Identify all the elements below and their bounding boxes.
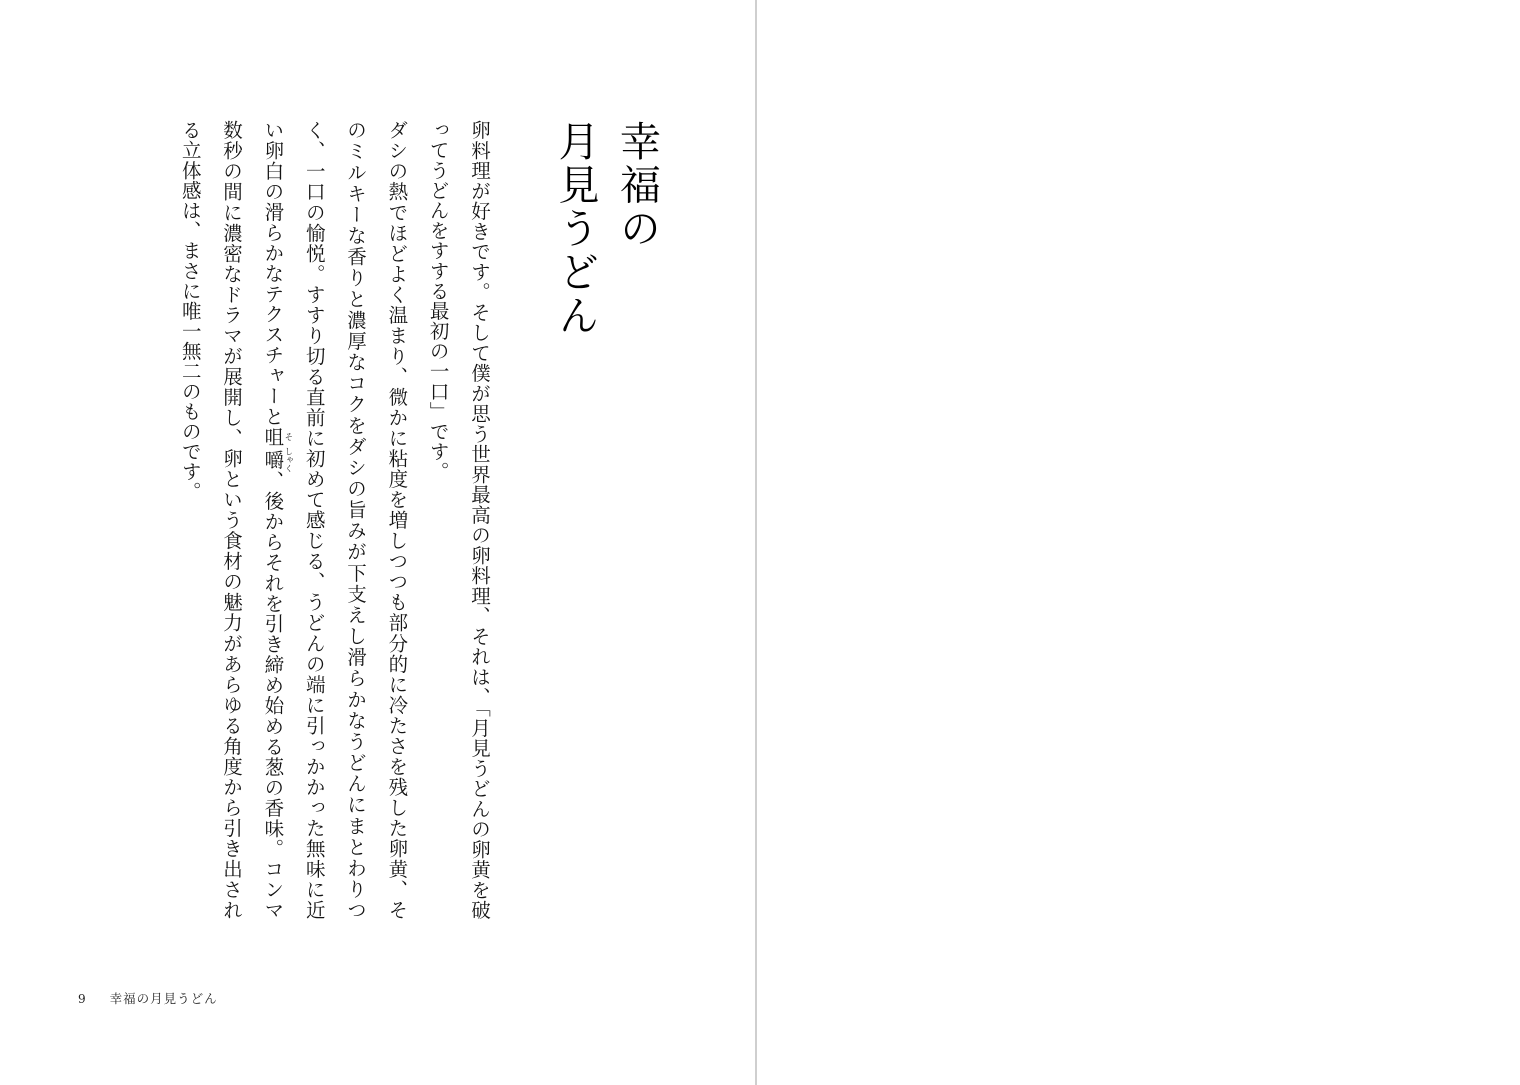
page-footer <box>78 989 218 1007</box>
vertical-text-flow <box>169 120 667 920</box>
body-text <box>169 120 500 920</box>
running-head: 幸福の月見うどん <box>109 991 218 1006</box>
paragraph-1: 卵料理が好きです。そして僕が思う世界最高の卵料理、それは、「月見うどんの卵黄を破ってうどんをすする最初の一口」です。 <box>426 120 491 920</box>
page-title-line-2: 月見うどん <box>551 120 600 338</box>
page-title <box>544 120 667 470</box>
folio-number: 9 <box>78 992 86 1006</box>
ruby-嚼: 嚼しゃく <box>261 447 293 473</box>
gutter-rule <box>756 0 757 1085</box>
ruby-咀: 咀そ <box>261 426 293 448</box>
page-left <box>0 0 756 1085</box>
page-right-blank <box>757 0 1520 1085</box>
paragraph-2: ダシの熱でほどよく温まり、微かに粘度を増しつつも部分的に冷たさを残した卵黄、そのミルキーな香りと濃厚なコクをダシの旨みが下支えし滑らかなうどんにまとわりつく、一口の愉悦。すすり切る直前に初めて感じる、うどんの端に引っかかった無味に近い卵白の滑らかなテクスチャーと咀そ嚼しゃく、後からそれを引き締め始める葱の香味。コンマ数秒の間に濃密なドラマが展開し、卵という食材の魅力があらゆる角度から引き出される立体感は、まさに唯一無二のものです。 <box>178 120 409 920</box>
page-title-line-1: 幸福の <box>613 120 661 251</box>
